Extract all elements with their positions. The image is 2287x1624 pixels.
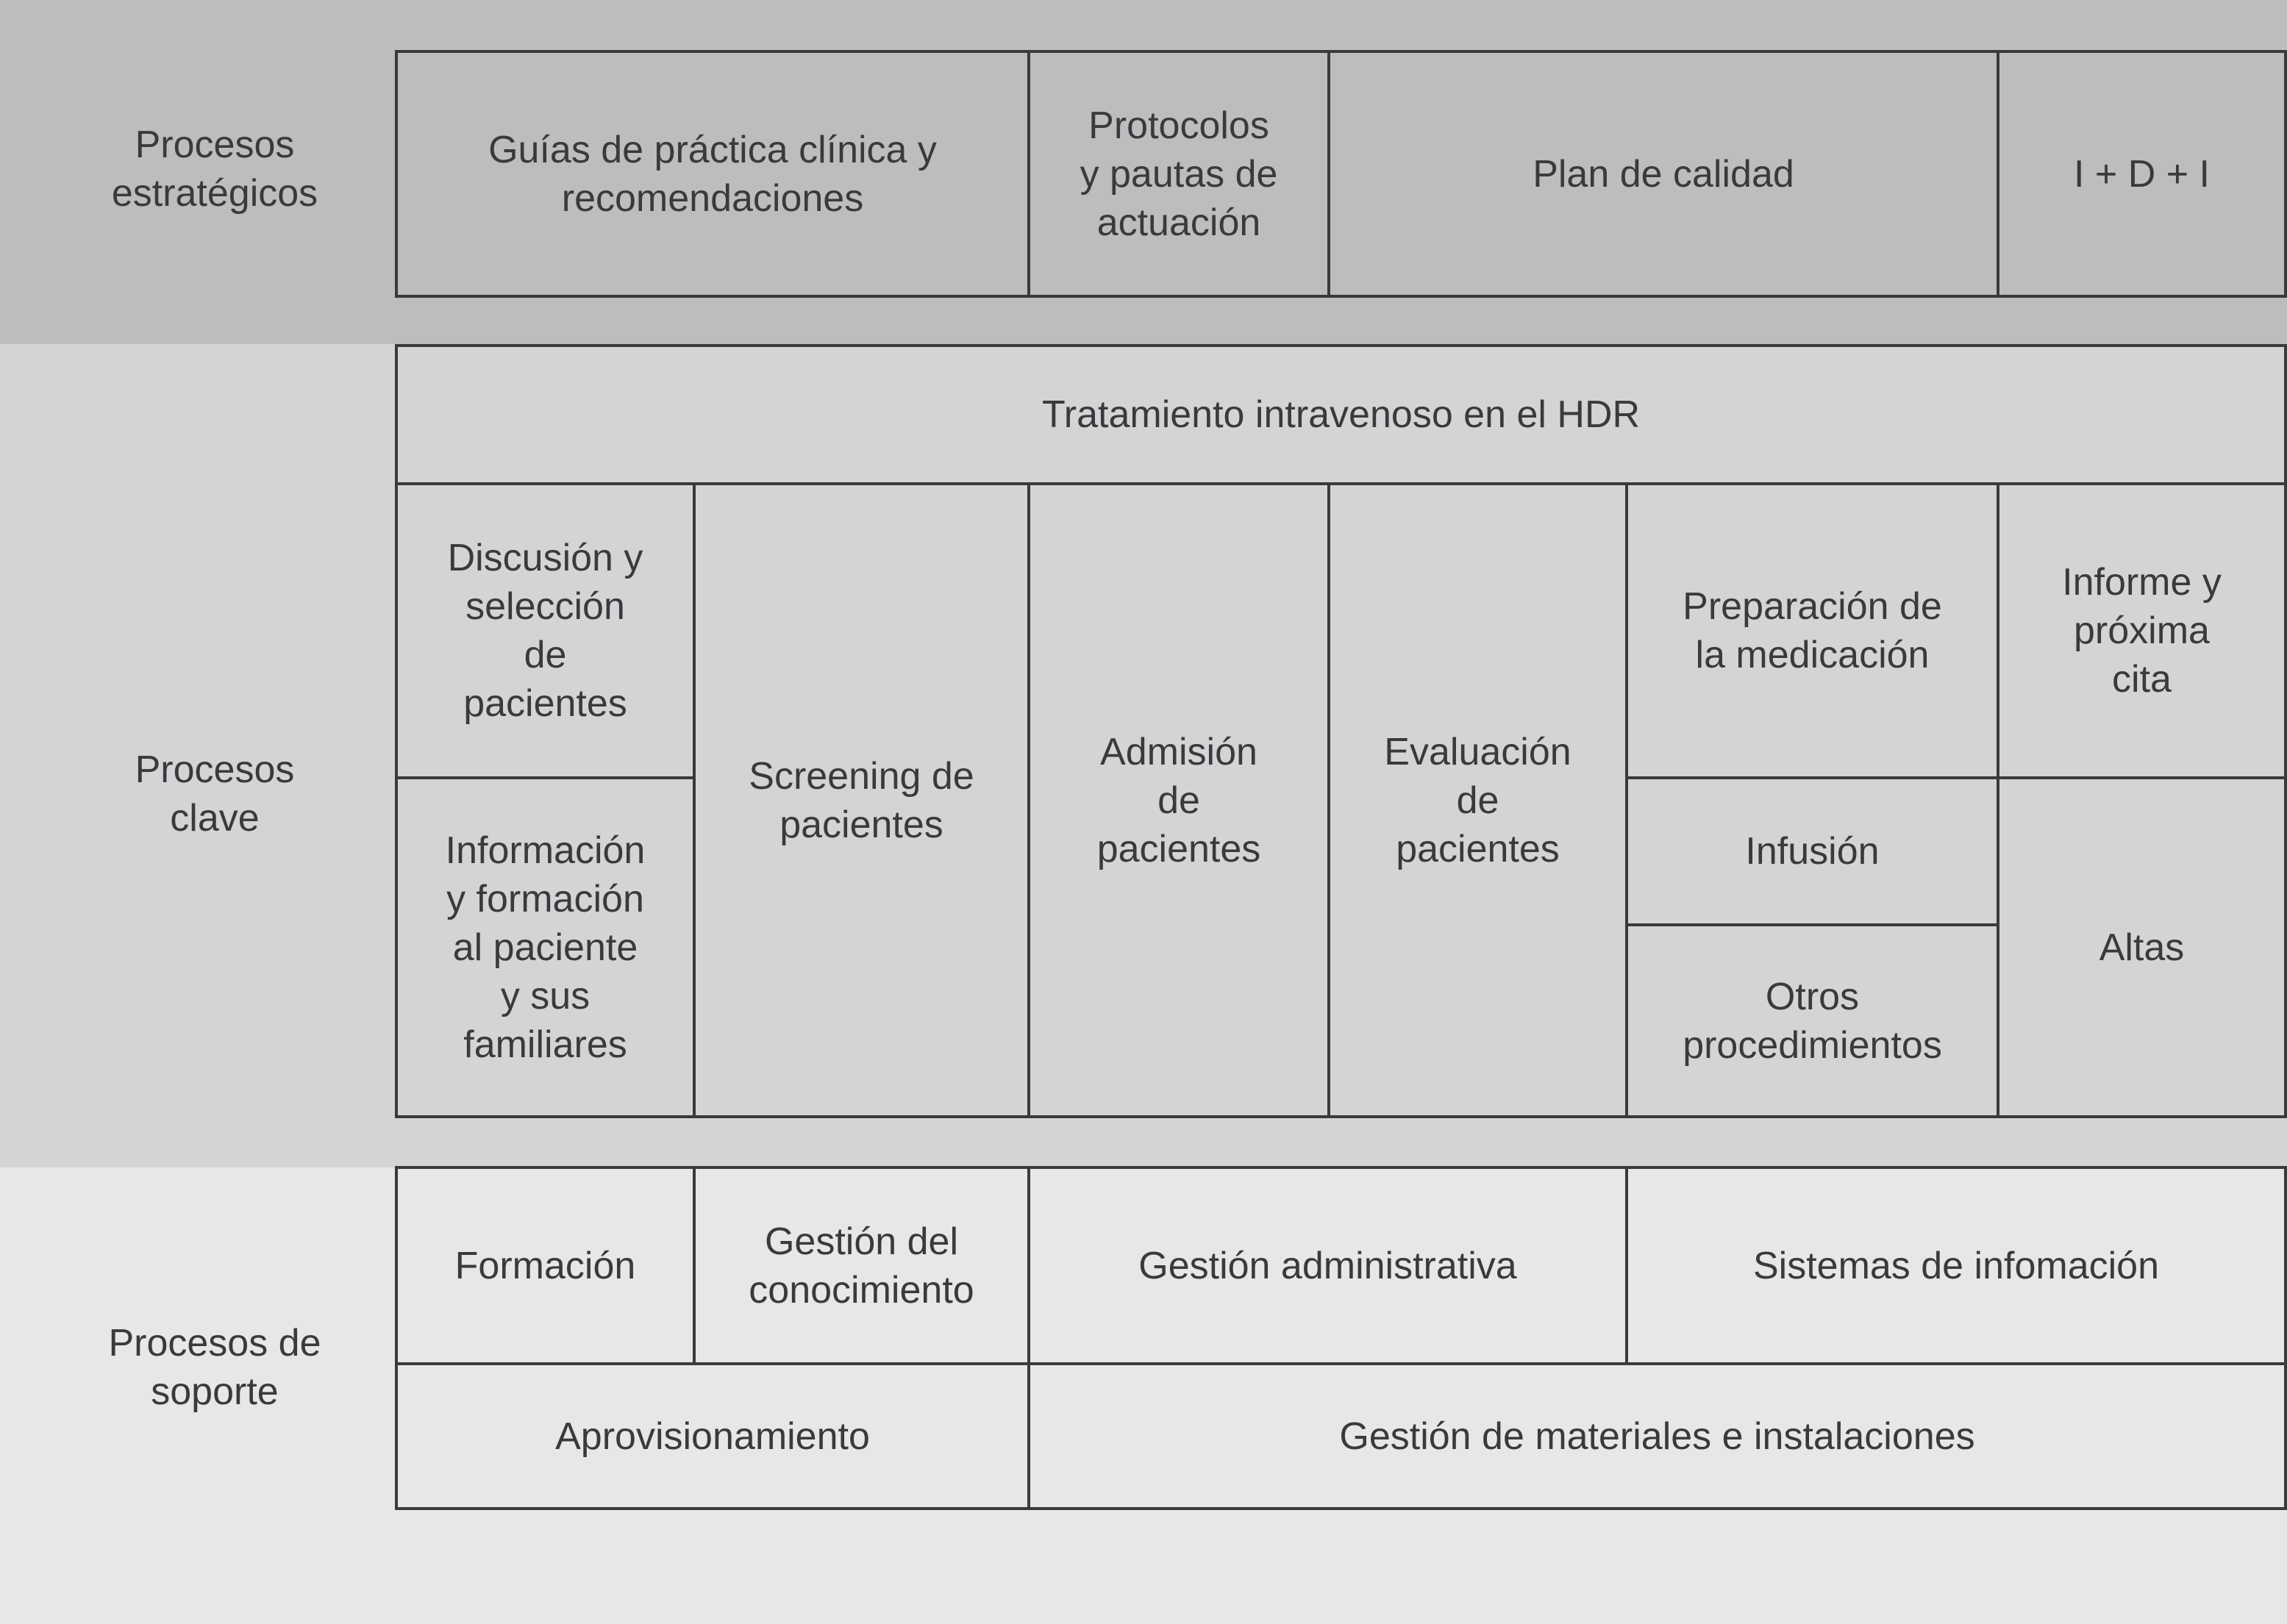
other-procedures-box: Otros procedimientos — [1625, 923, 1999, 1118]
discharge-box: Altas — [1997, 776, 2287, 1118]
patient-discussion-box: Discusión y selección de pacientes — [395, 482, 696, 779]
patient-admission-box: Admisión de pacientes — [1027, 482, 1330, 1118]
knowledge-management-box: Gestión del conocimiento — [693, 1166, 1030, 1365]
rdi-box: I + D + I — [1997, 50, 2287, 298]
medication-preparation-box: Preparación de la medicación — [1625, 482, 1999, 779]
key-processes-label: Procesos clave — [135, 748, 295, 840]
support-processes-label: Procesos de soporte — [108, 1322, 321, 1413]
iv-treatment-title-box: Tratamiento intravenoso en el HDR — [395, 344, 2287, 485]
clinical-guidelines-box: Guías de práctica clínica y recomendaciones — [395, 50, 1030, 298]
materials-facilities-box: Gestión de materiales e instalaciones — [1027, 1362, 2287, 1510]
report-next-appointment-box: Informe y próxima cita — [1997, 482, 2287, 779]
training-box: Formación — [395, 1166, 696, 1365]
information-systems-box: Sistemas de infomación — [1625, 1166, 2287, 1365]
patient-information-box: Información y formación al paciente y sus familiares — [395, 776, 696, 1118]
quality-plan-box: Plan de calidad — [1327, 50, 1999, 298]
strategic-processes-label: Procesos estratégicos — [111, 124, 318, 215]
patient-screening-box: Screening de pacientes — [693, 482, 1030, 1118]
infusion-box: Infusión — [1625, 776, 1999, 926]
protocols-box: Protocolos y pautas de actuación — [1027, 50, 1330, 298]
administrative-management-box: Gestión administrativa — [1027, 1166, 1628, 1365]
provisioning-box: Aprovisionamiento — [395, 1362, 1030, 1510]
patient-evaluation-box: Evaluación de pacientes — [1327, 482, 1628, 1118]
